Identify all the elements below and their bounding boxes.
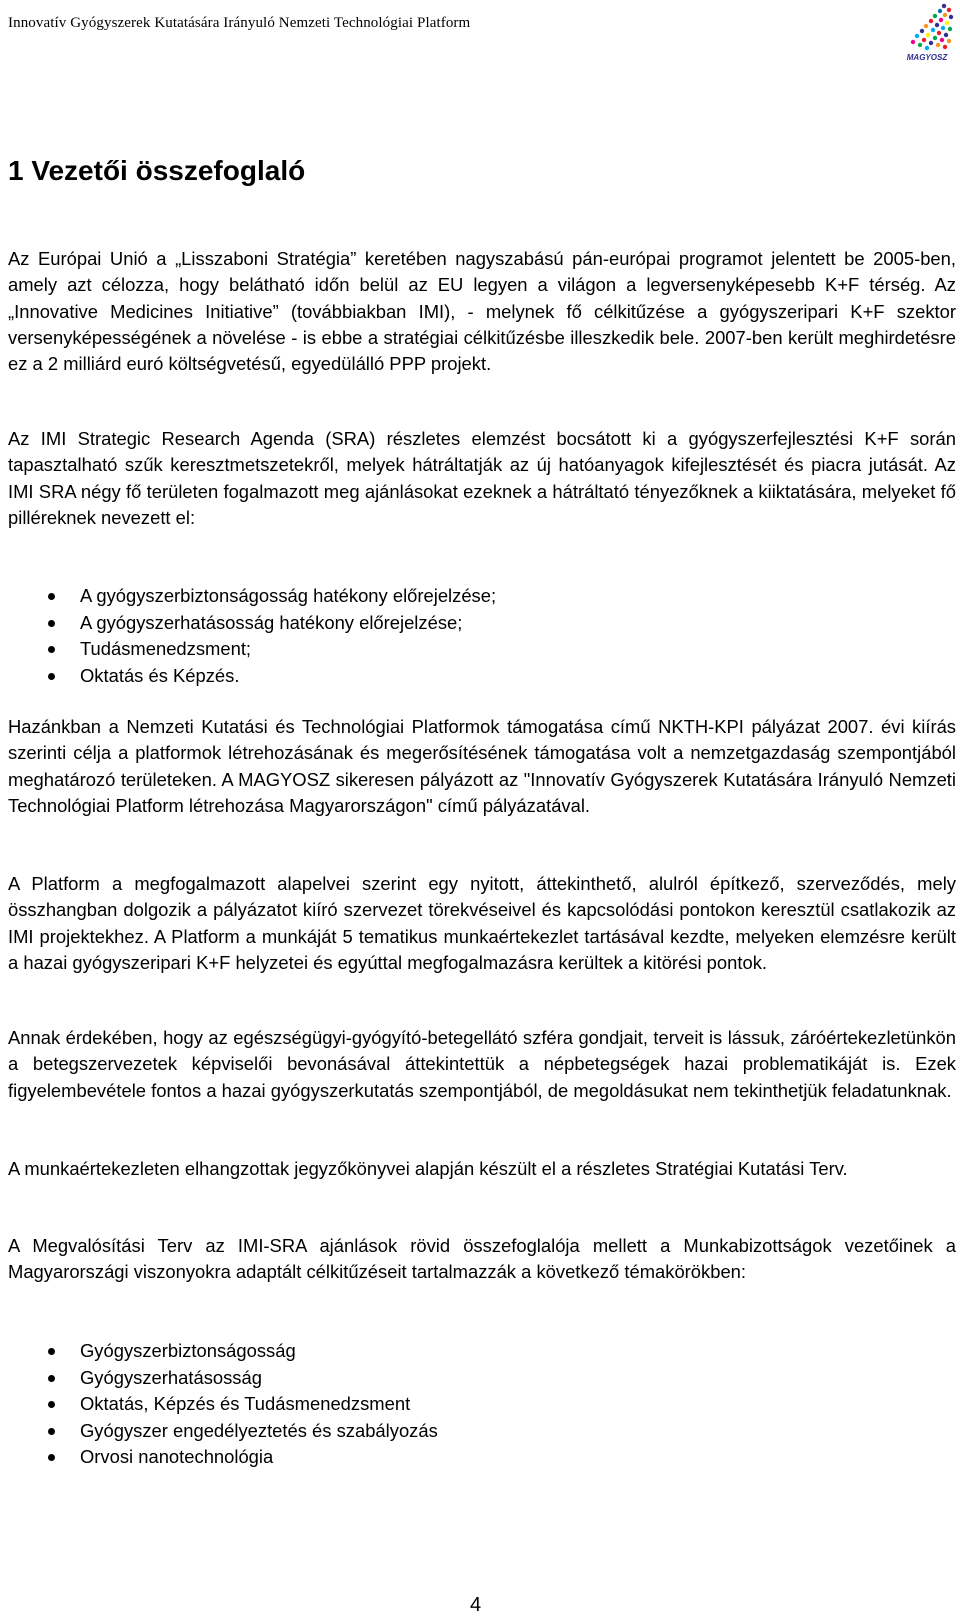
- list-item-text: Gyógyszerbiztonságosság: [80, 1340, 296, 1361]
- list-item-text: A gyógyszerbiztonságosság hatékony előrejelzése;: [80, 585, 497, 606]
- bullet-icon: [48, 673, 55, 680]
- bullet-icon: [48, 620, 55, 627]
- list-item-text: Oktatás, Képzés és Tudásmenedzsment: [80, 1393, 411, 1414]
- list-item-text: Oktatás és Képzés.: [80, 664, 240, 686]
- paragraph-implementation-plan: A Megvalósítási Terv az IMI-SRA ajánlások rövid összefoglalója mellett a Munkabizottságok vezetőinek a Magyarországi viszonyokra adaptált célkitűzéseit tartalmazzák a következő témakörökben:: [8, 1235, 956, 1283]
- bullet-icon: [48, 646, 55, 653]
- list-item-text: Gyógyszer engedélyeztetés és szabályozás: [80, 1419, 438, 1441]
- bullet-icon: [48, 1375, 55, 1382]
- paragraph-strategic-research-plan: A munkaértekezleten elhangzottak jegyzőkönyvei alapján készült el a részletes Stratégiai Kutatási Terv.: [8, 1158, 848, 1179]
- list-item-text: A gyógyszerhatásosság hatékony előrejelzése;: [80, 611, 463, 633]
- paragraph-platform-principles: A Platform a megfogalmazott alapelvei szerint egy nyitott, áttekinthető, alulról építkező, szerveződés, mely összhangban dolgozik a pályázatot kiíró szervezet törekvéseivel és kapcsolódási pontokon keresztül csatlakozik az IMI projektekhez. A Platform a munkáját 5 tematikus munkaértekezlet tartásával kezdte, melyeken elemzésre került a hazai gyógyszeripari K+F helyzetei és egyúttal megfogalmazásra kerültek a kitörési pontok.: [8, 873, 956, 973]
- bullet-icon: [48, 1348, 55, 1355]
- running-header-title: Innovatív Gyógyszerek Kutatására Irányuló Nemzeti Technológiai Platform: [8, 15, 471, 31]
- paragraph-eu-lisbon-strategy: Az Európai Unió a „Lisszaboni Stratégia” keretében nagyszabású pán-európai programot jelentett be 2005-ben, amely azt célozza, hogy belátható időn belül az EU legyen a világon a legversenyképesebb K+F térség. Az „Innovative Medicines Initiative” (továbbiakban IMI), - melynek fő célkitűzése a gyógyszeripari K+F szektor versenyképességének a növelése - is ebbe a stratégiai célkitűzésbe illeszkedik bele. 2007-ben került meghirdetésre ez a 2 milliárd euró költségvetésű, egyedülálló PPP projekt.: [8, 248, 956, 375]
- paragraph-patient-organizations: Annak érdekében, hogy az egészségügyi-gyógyító-betegellátó szféra gondjait, terveit is lássuk, záróértekezletünkön a betegszervezetek képviselői bevonásával áttekintettük a népbetegségek hazai problematikáját is. Ezek figyelembevétele fontos a hazai gyógyszerkutatás szempontjából, de megoldásukat nem tekinthetjük feladatunknak.: [8, 1027, 956, 1101]
- bullet-icon: [48, 1401, 55, 1408]
- bullet-icon: [48, 1454, 55, 1461]
- paragraph-nkth-kpi-grant: Hazánkban a Nemzeti Kutatási és Technológiai Platformok támogatása című NKTH-KPI pályázat 2007. évi kiírás szerinti célja a platformok létrehozásának és megerősítésének támogatása volt a nemzetgazdaság szempontjából meghatározó területeken. A MAGYOSZ sikeresen pályázott az "Innovatív Gyógyszerek Kutatására Irányuló Nemzeti Technológiai Platform létrehozása Magyarországon" című pályázatával.: [8, 716, 956, 816]
- list-item-text: Gyógyszerhatásosság: [80, 1366, 262, 1388]
- page-number: 4: [470, 1594, 482, 1616]
- logo-dots: [911, 4, 953, 50]
- bullet-icon: [48, 593, 55, 600]
- list-item-text: Orvosi nanotechnológia: [80, 1446, 274, 1467]
- bullet-icon: [48, 1428, 55, 1435]
- section-heading: 1 Vezetői összefoglaló: [8, 155, 306, 186]
- list-item-text: Tudásmenedzsment;: [80, 638, 252, 659]
- logo-wordmark: MAGYOSZ: [906, 53, 948, 62]
- magyosz-logo: [898, 2, 956, 64]
- paragraph-imi-sra-analysis: Az IMI Strategic Research Agenda (SRA) részletes elemzést bocsátott ki a gyógyszerfejlesztési K+F során tapasztalható szűk keresztmetszetekről, melyek hátráltatják az új hatóanyagok kifejlesztését és piacra jutását. Az IMI SRA négy fő területen fogalmazott meg ajánlásokat ezeknek a hátráltató tényezőknek a kiiktatására, melyeket fő pilléreknek nevezett el:: [8, 428, 956, 528]
